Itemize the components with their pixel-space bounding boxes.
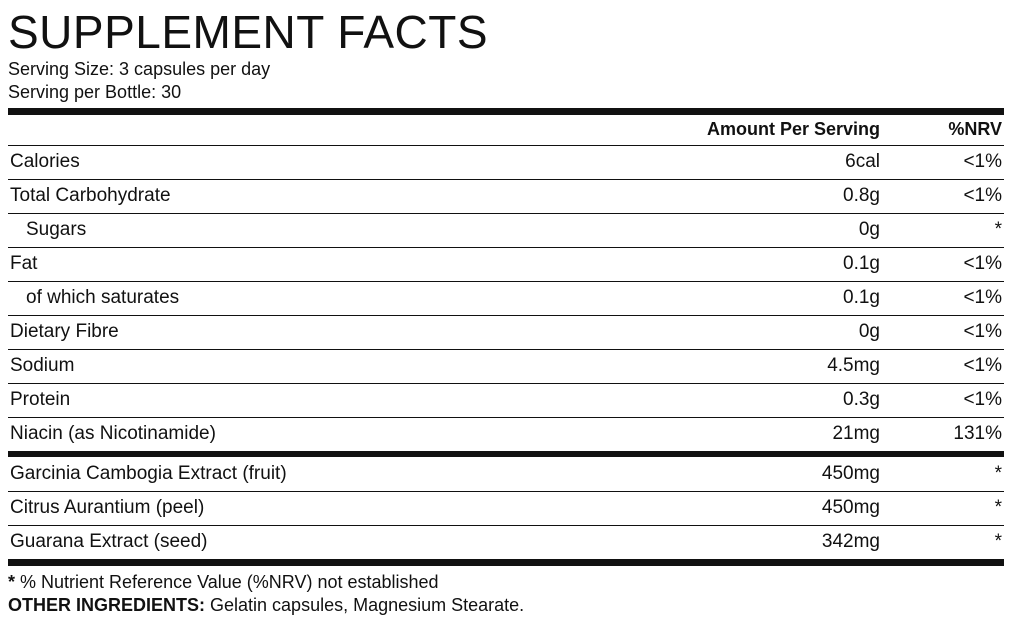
table-row (8, 457, 1004, 491)
nutrient-rows (8, 145, 1004, 451)
bottom-divider (8, 559, 1004, 566)
extract-rows (8, 457, 1004, 559)
facts-table (8, 115, 1004, 451)
nutrient-nrv: <1% (884, 145, 1004, 179)
header-nrv: %NRV (948, 119, 1002, 140)
serving-size: Serving Size: 3 capsules per day (8, 59, 271, 79)
servings-per-bottle: Serving per Bottle: 30 (8, 82, 182, 102)
nutrient-name: Fat (8, 247, 664, 281)
nutrient-amount: 450mg (664, 491, 884, 525)
nutrient-name: Total Carbohydrate (8, 179, 664, 213)
nutrient-amount: 21mg (664, 417, 884, 451)
table-row (8, 383, 1004, 417)
supplement-facts-label (8, 0, 1004, 617)
nutrient-name: Sugars (8, 213, 664, 247)
nutrient-nrv: <1% (884, 281, 1004, 315)
nutrient-nrv: * (884, 525, 1004, 559)
other-ingredients (8, 594, 1004, 617)
table-row (8, 315, 1004, 349)
table-row (8, 145, 1004, 179)
table-header-row (8, 115, 1004, 145)
footnote-star: * (8, 572, 16, 592)
nutrient-name: of which saturates (8, 281, 664, 315)
nutrient-amount: 0.8g (664, 179, 884, 213)
footnote-text: % Nutrient Reference Value (%NRV) not established (15, 572, 439, 592)
nutrient-nrv: * (884, 491, 1004, 525)
nutrient-nrv: <1% (884, 247, 1004, 281)
nutrient-name: Sodium (8, 349, 664, 383)
nutrient-nrv: * (884, 213, 1004, 247)
nutrient-amount: 0g (664, 213, 884, 247)
table-row (8, 491, 1004, 525)
nutrient-nrv: <1% (884, 315, 1004, 349)
nutrient-amount: 342mg (664, 525, 884, 559)
nutrient-amount: 4.5mg (664, 349, 884, 383)
nutrient-nrv: <1% (884, 383, 1004, 417)
nutrient-nrv: <1% (884, 179, 1004, 213)
table-row (8, 213, 1004, 247)
header-amount: Amount Per Serving (706, 119, 880, 140)
header-name-cell (8, 115, 664, 145)
nutrient-nrv: * (994, 462, 1002, 484)
nutrient-amount: 0g (664, 315, 884, 349)
nutrient-name: Garcinia Cambogia Extract (fruit) (10, 462, 287, 484)
table-row (8, 247, 1004, 281)
table-row (8, 179, 1004, 213)
nutrient-name: Dietary Fibre (8, 315, 664, 349)
other-ingredients-text: Gelatin capsules, Magnesium Stearate. (205, 595, 525, 615)
nutrient-amount: 0.1g (664, 247, 884, 281)
nutrient-name: Guarana Extract (seed) (8, 525, 664, 559)
nutrient-amount: 6cal (664, 145, 884, 179)
nutrient-nrv: <1% (884, 349, 1004, 383)
nutrient-name: Niacin (as Nicotinamide) (8, 417, 664, 451)
footnote (8, 571, 1004, 594)
nutrient-nrv: 131% (884, 417, 1004, 451)
table-row (8, 417, 1004, 451)
nutrient-amount: 0.1g (664, 281, 884, 315)
table-row (8, 525, 1004, 559)
other-ingredients-label: OTHER INGREDIENTS: (8, 595, 206, 615)
top-divider (8, 108, 1004, 115)
nutrient-amount: 0.3g (664, 383, 884, 417)
nutrient-name: Protein (8, 383, 664, 417)
nutrient-name: Calories (8, 145, 664, 179)
nutrient-amount: 450mg (821, 462, 880, 484)
table-row (8, 349, 1004, 383)
page-title: SUPPLEMENT FACTS (8, 6, 489, 58)
extracts-table (8, 457, 1004, 559)
table-row (8, 281, 1004, 315)
nutrient-name: Citrus Aurantium (peel) (8, 491, 664, 525)
